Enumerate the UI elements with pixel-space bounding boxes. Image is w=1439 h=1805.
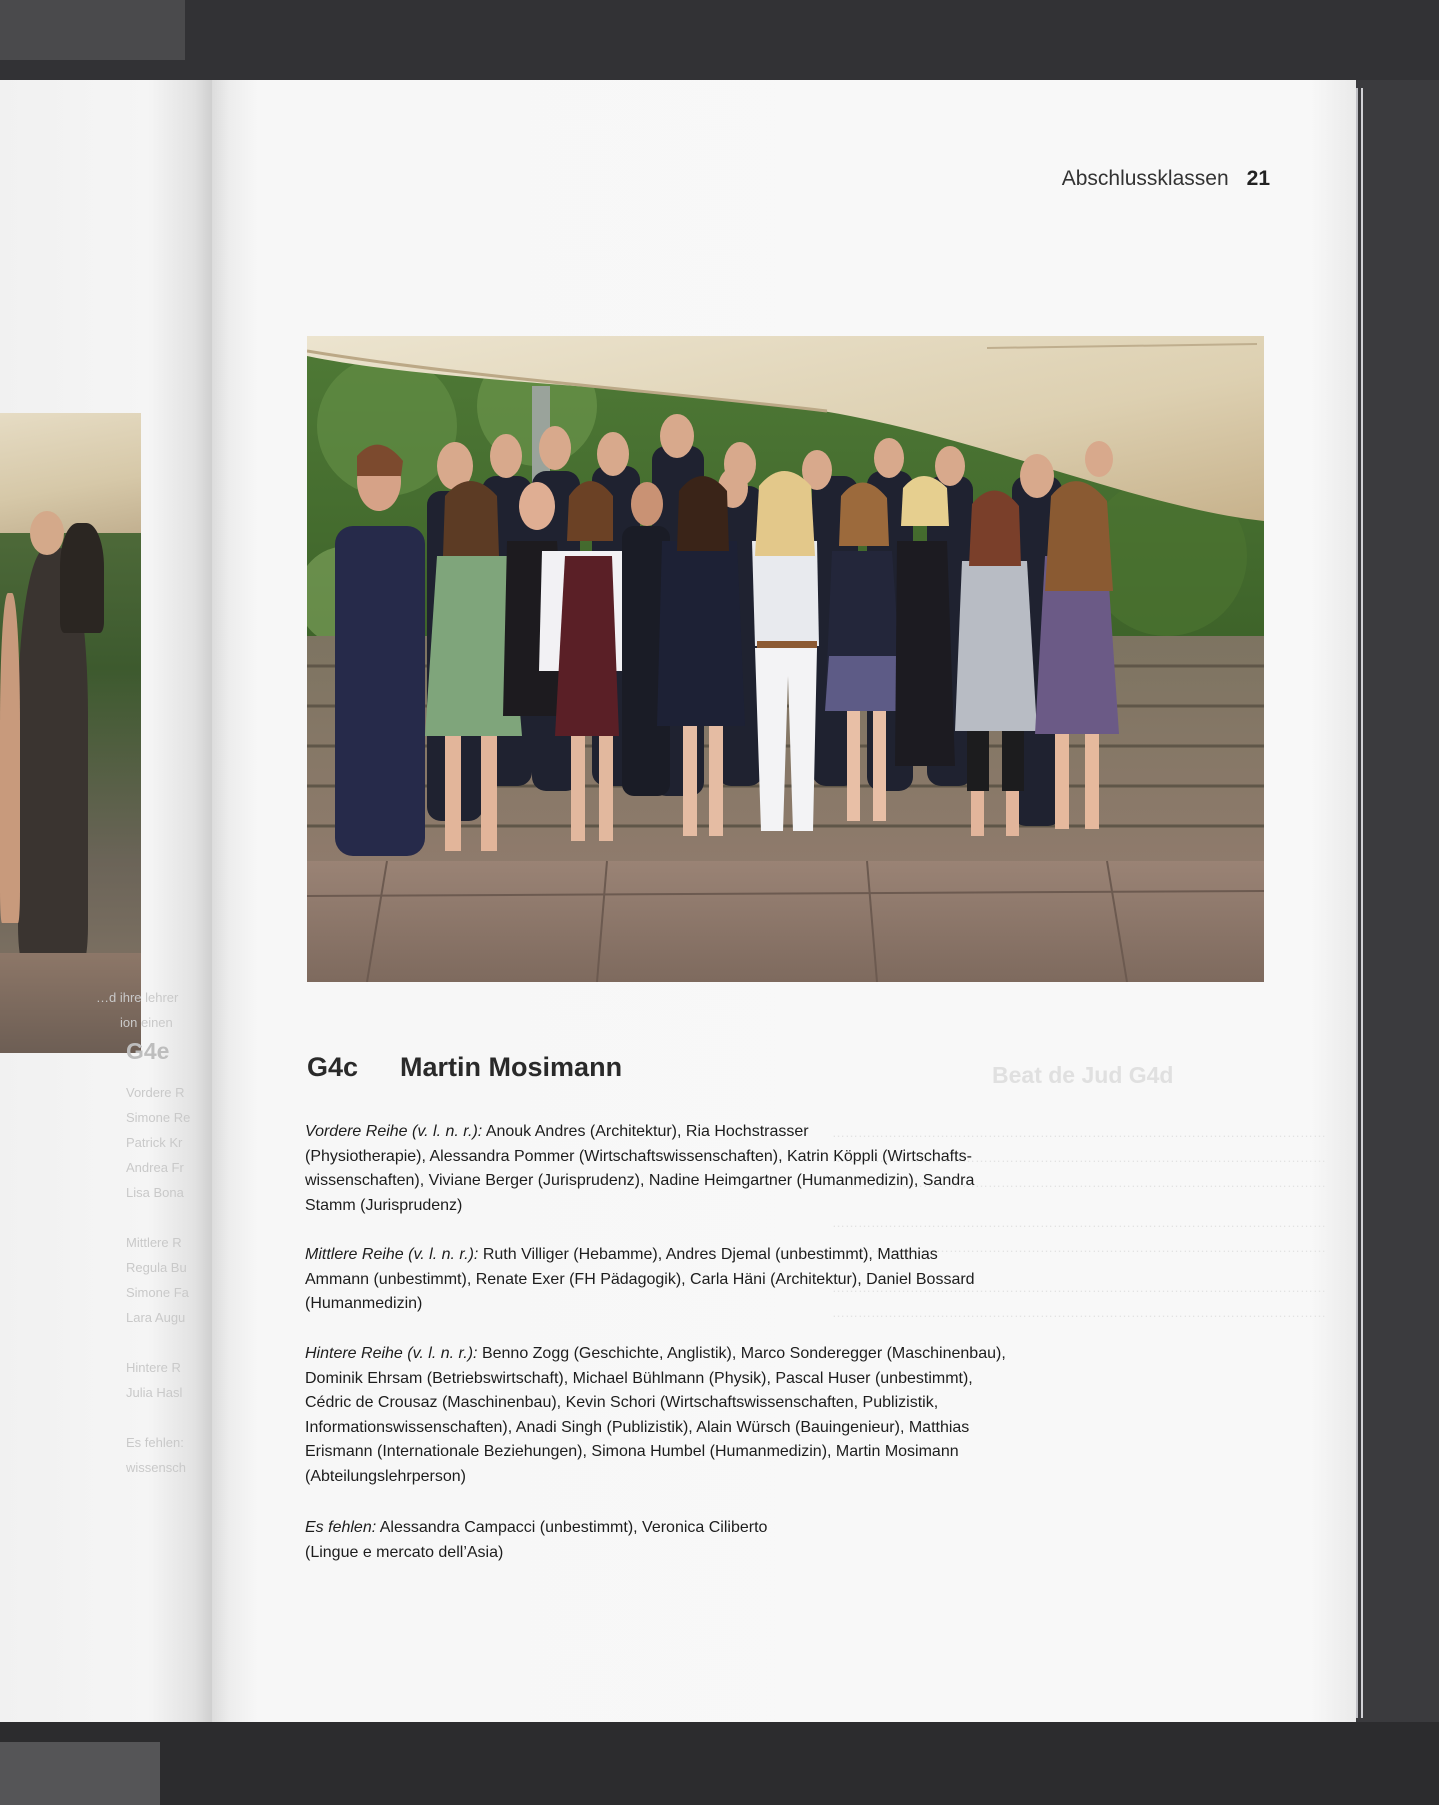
row-label: Hintere Reihe (v. l. n. r.):: [305, 1345, 478, 1362]
class-heading: [307, 1052, 622, 1083]
row-label: Mittlere Reihe (v. l. n. r.):: [305, 1246, 479, 1263]
caption-middle-row: [305, 1243, 1055, 1317]
scan-background-strip: [0, 0, 185, 60]
left-page-photo: [0, 413, 141, 1053]
class-photo: [307, 336, 1264, 982]
scan-background-bottom: [0, 1722, 1439, 1805]
class-code: G4c: [307, 1052, 359, 1082]
running-head: [1040, 167, 1270, 191]
caption-absent: [305, 1516, 1055, 1565]
page-number: 21: [1246, 167, 1270, 190]
caption-line: Dominik Ehrsam (Betriebswirtschaft), Michael Bühlmann (Physik), Pascal Huser (unbestimmt),: [305, 1369, 973, 1387]
page-edge: [1356, 88, 1358, 1718]
caption-front-row: [305, 1120, 1055, 1218]
section-title: Abschlussklassen: [1061, 167, 1229, 190]
scan-background-corner: [0, 1742, 160, 1805]
caption-line: Ruth Villiger (Hebamme), Andres Djemal (unbestimmt), Matthias: [478, 1246, 938, 1263]
caption-line: (Physiotherapie), Alessandra Pommer (Wirtschaftswissenschaften), Katrin Köppli (Wirtschafts-: [305, 1147, 972, 1165]
caption-line: Anouk Andres (Architektur), Ria Hochstrasser: [482, 1123, 809, 1140]
row-label: Vordere Reihe (v. l. n. r.):: [305, 1123, 483, 1140]
right-page: Beat de Jud G4d …………………………………………………………………………………………………… …………………………………………………………………………………………………… …………………………………………………………………………………………………… …………………………………………………………………………………………………… …………………………………………………………………………………………………… …………………………………………………………………………………………………… ……………………………………………………………………………………………………: [212, 80, 1356, 1722]
class-teacher: Martin Mosimann: [400, 1052, 623, 1082]
caption-line: Stamm (Jurisprudenz): [305, 1196, 463, 1214]
caption-line: Ammann (unbestimmt), Renate Exer (FH Pädagogik), Carla Häni (Architektur), Daniel Bossard: [305, 1270, 975, 1288]
row-label: Es fehlen:: [305, 1519, 377, 1536]
caption-line: Benno Zogg (Geschichte, Anglistik), Marco Sonderegger (Maschinenbau),: [477, 1345, 1006, 1362]
caption-line: Informationswissenschaften), Anadi Singh (Publizistik), Alain Würsch (Bauingenieur), Matthias: [305, 1418, 970, 1436]
caption-line: (Humanmedizin): [305, 1295, 423, 1312]
caption-line: Alessandra Campacci (unbestimmt), Veronica Ciliberto: [376, 1519, 768, 1536]
caption-line: Erismann (Internationale Beziehungen), Simona Humbel (Humanmedizin), Martin Mosimann: [305, 1443, 959, 1460]
caption-back-row: [305, 1342, 1055, 1489]
caption-line: (Lingue e mercato dell’Asia): [305, 1543, 504, 1561]
scan-background-top: [0, 0, 1439, 80]
left-page: …d ihre lehrer ion einen G4e Vordere R Simone Re Patrick Kr Andrea Fr Lisa Bona Mittlere R Regula Bu Simone Fa Lara Augu Hintere R Julia Hasl Es fehlen: wissensch: [0, 80, 212, 1722]
page-edge: [1361, 88, 1363, 1718]
caption-line: (Abteilungslehrperson): [305, 1467, 466, 1485]
caption-line: wissenschaften), Viviane Berger (Jurisprudenz), Nadine Heimgartner (Humanmedizin), Sandra: [305, 1172, 975, 1189]
caption-line: Cédric de Crousaz (Maschinenbau), Kevin Schori (Wirtschaftswissenschaften, Publizistik,: [305, 1394, 939, 1411]
